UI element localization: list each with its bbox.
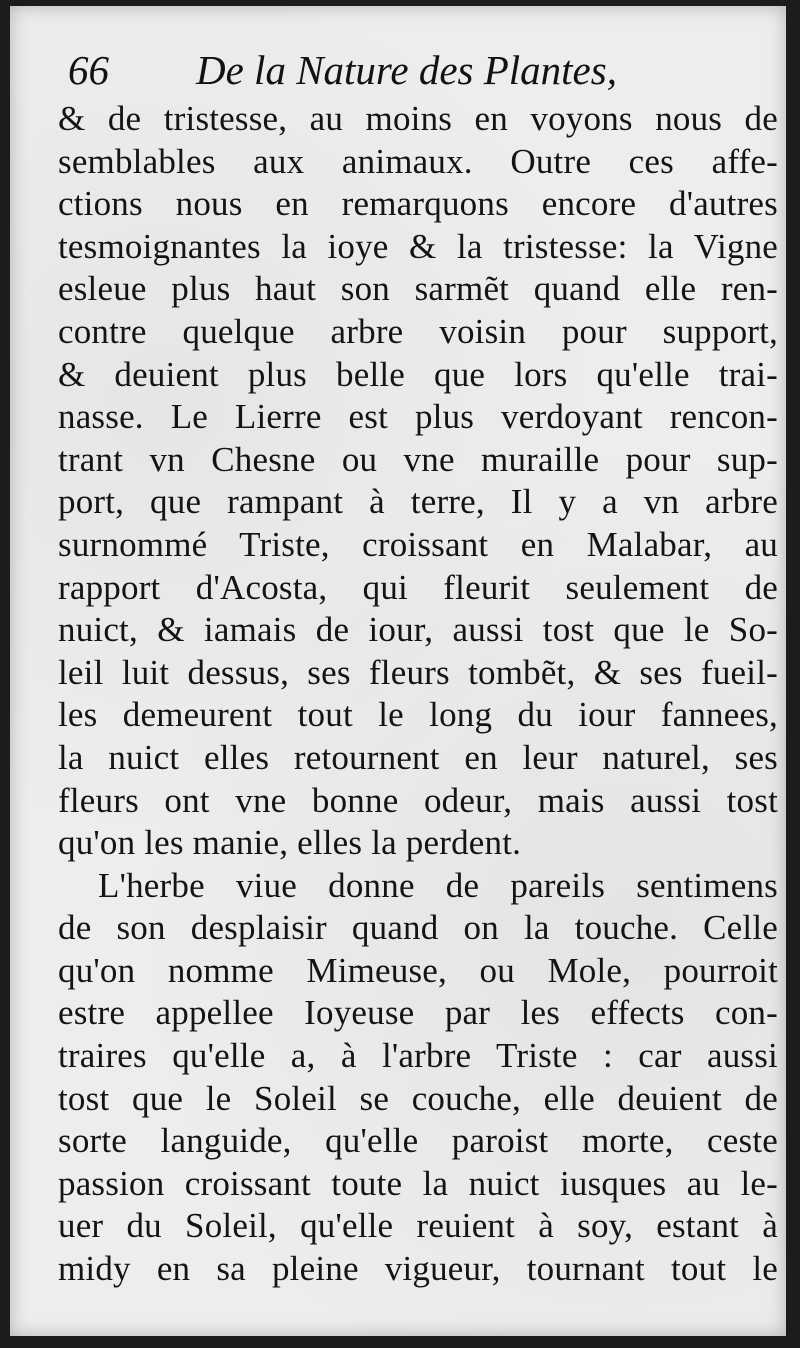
paragraph: [58, 865, 778, 1291]
paragraph: [58, 98, 778, 865]
text-line: midy en sa pleine vigueur, tournant tout le: [58, 1249, 778, 1289]
text-line: les demeurent tout le long du iour fannees,: [58, 695, 778, 735]
text-line: qu'on les manie, elles la perdent.: [58, 823, 522, 863]
text-line: surnommé Triste, croissant en Malabar, au: [58, 524, 778, 564]
text-line: qu'on nomme Mimeuse, ou Mole, pourroit: [58, 950, 778, 990]
text-line: & deuient plus belle que lors qu'elle trai-: [58, 354, 778, 394]
running-head: [68, 46, 668, 98]
page-number: 66: [68, 47, 109, 93]
text-line: & de tristesse, au moins en voyons nous de: [58, 99, 778, 138]
text-line: contre quelque arbre voisin pour support,: [58, 311, 778, 351]
text-line: passion croissant toute la nuict iusques au le-: [58, 1163, 778, 1203]
text-line: semblables aux animaux. Outre ces affe-: [58, 141, 778, 181]
text-line: trant vn Chesne ou vne muraille pour sup-: [58, 439, 778, 479]
text-line: nasse. Le Lierre est plus verdoyant rencon-: [58, 397, 778, 437]
running-title: De la Nature des Plantes,: [196, 47, 617, 93]
text-line: leil luit dessus, ses fleurs tombẽt, & ses fueil-: [58, 652, 778, 692]
text-line: traires qu'elle a, à l'arbre Triste : car aussi: [58, 1036, 778, 1076]
text-line: rapport d'Acosta, qui fleurit seulement de: [58, 567, 778, 607]
text-line: tesmoignantes la ioye & la tristesse: la Vigne: [58, 226, 778, 266]
text-line: ctions nous en remarquons encore d'autres: [58, 184, 778, 224]
text-line: de son desplaisir quand on la touche. Celle: [58, 908, 778, 948]
text-line: uer du Soleil, qu'elle reuient à soy, estant à: [58, 1206, 778, 1246]
text-line: fleurs ont vne bonne odeur, mais aussi tost: [58, 780, 778, 820]
text-line: L'herbe viue donne de pareils sentimens: [98, 865, 778, 905]
body-text: [58, 98, 778, 1291]
text-line: port, que rampant à terre, Il y a vn arbre: [58, 482, 778, 522]
text-line: nuict, & iamais de iour, aussi tost que le So-: [58, 610, 778, 650]
text-line: estre appellee Ioyeuse par les effects con-: [58, 993, 778, 1033]
book-page: [10, 6, 786, 1336]
text-line: sorte languide, qu'elle paroist morte, ceste: [58, 1121, 778, 1161]
text-line: la nuict elles retournent en leur naturel, ses: [58, 737, 778, 777]
text-line: esleue plus haut son sarmẽt quand elle ren-: [58, 269, 778, 309]
text-line: tost que le Soleil se couche, elle deuient de: [58, 1078, 778, 1118]
